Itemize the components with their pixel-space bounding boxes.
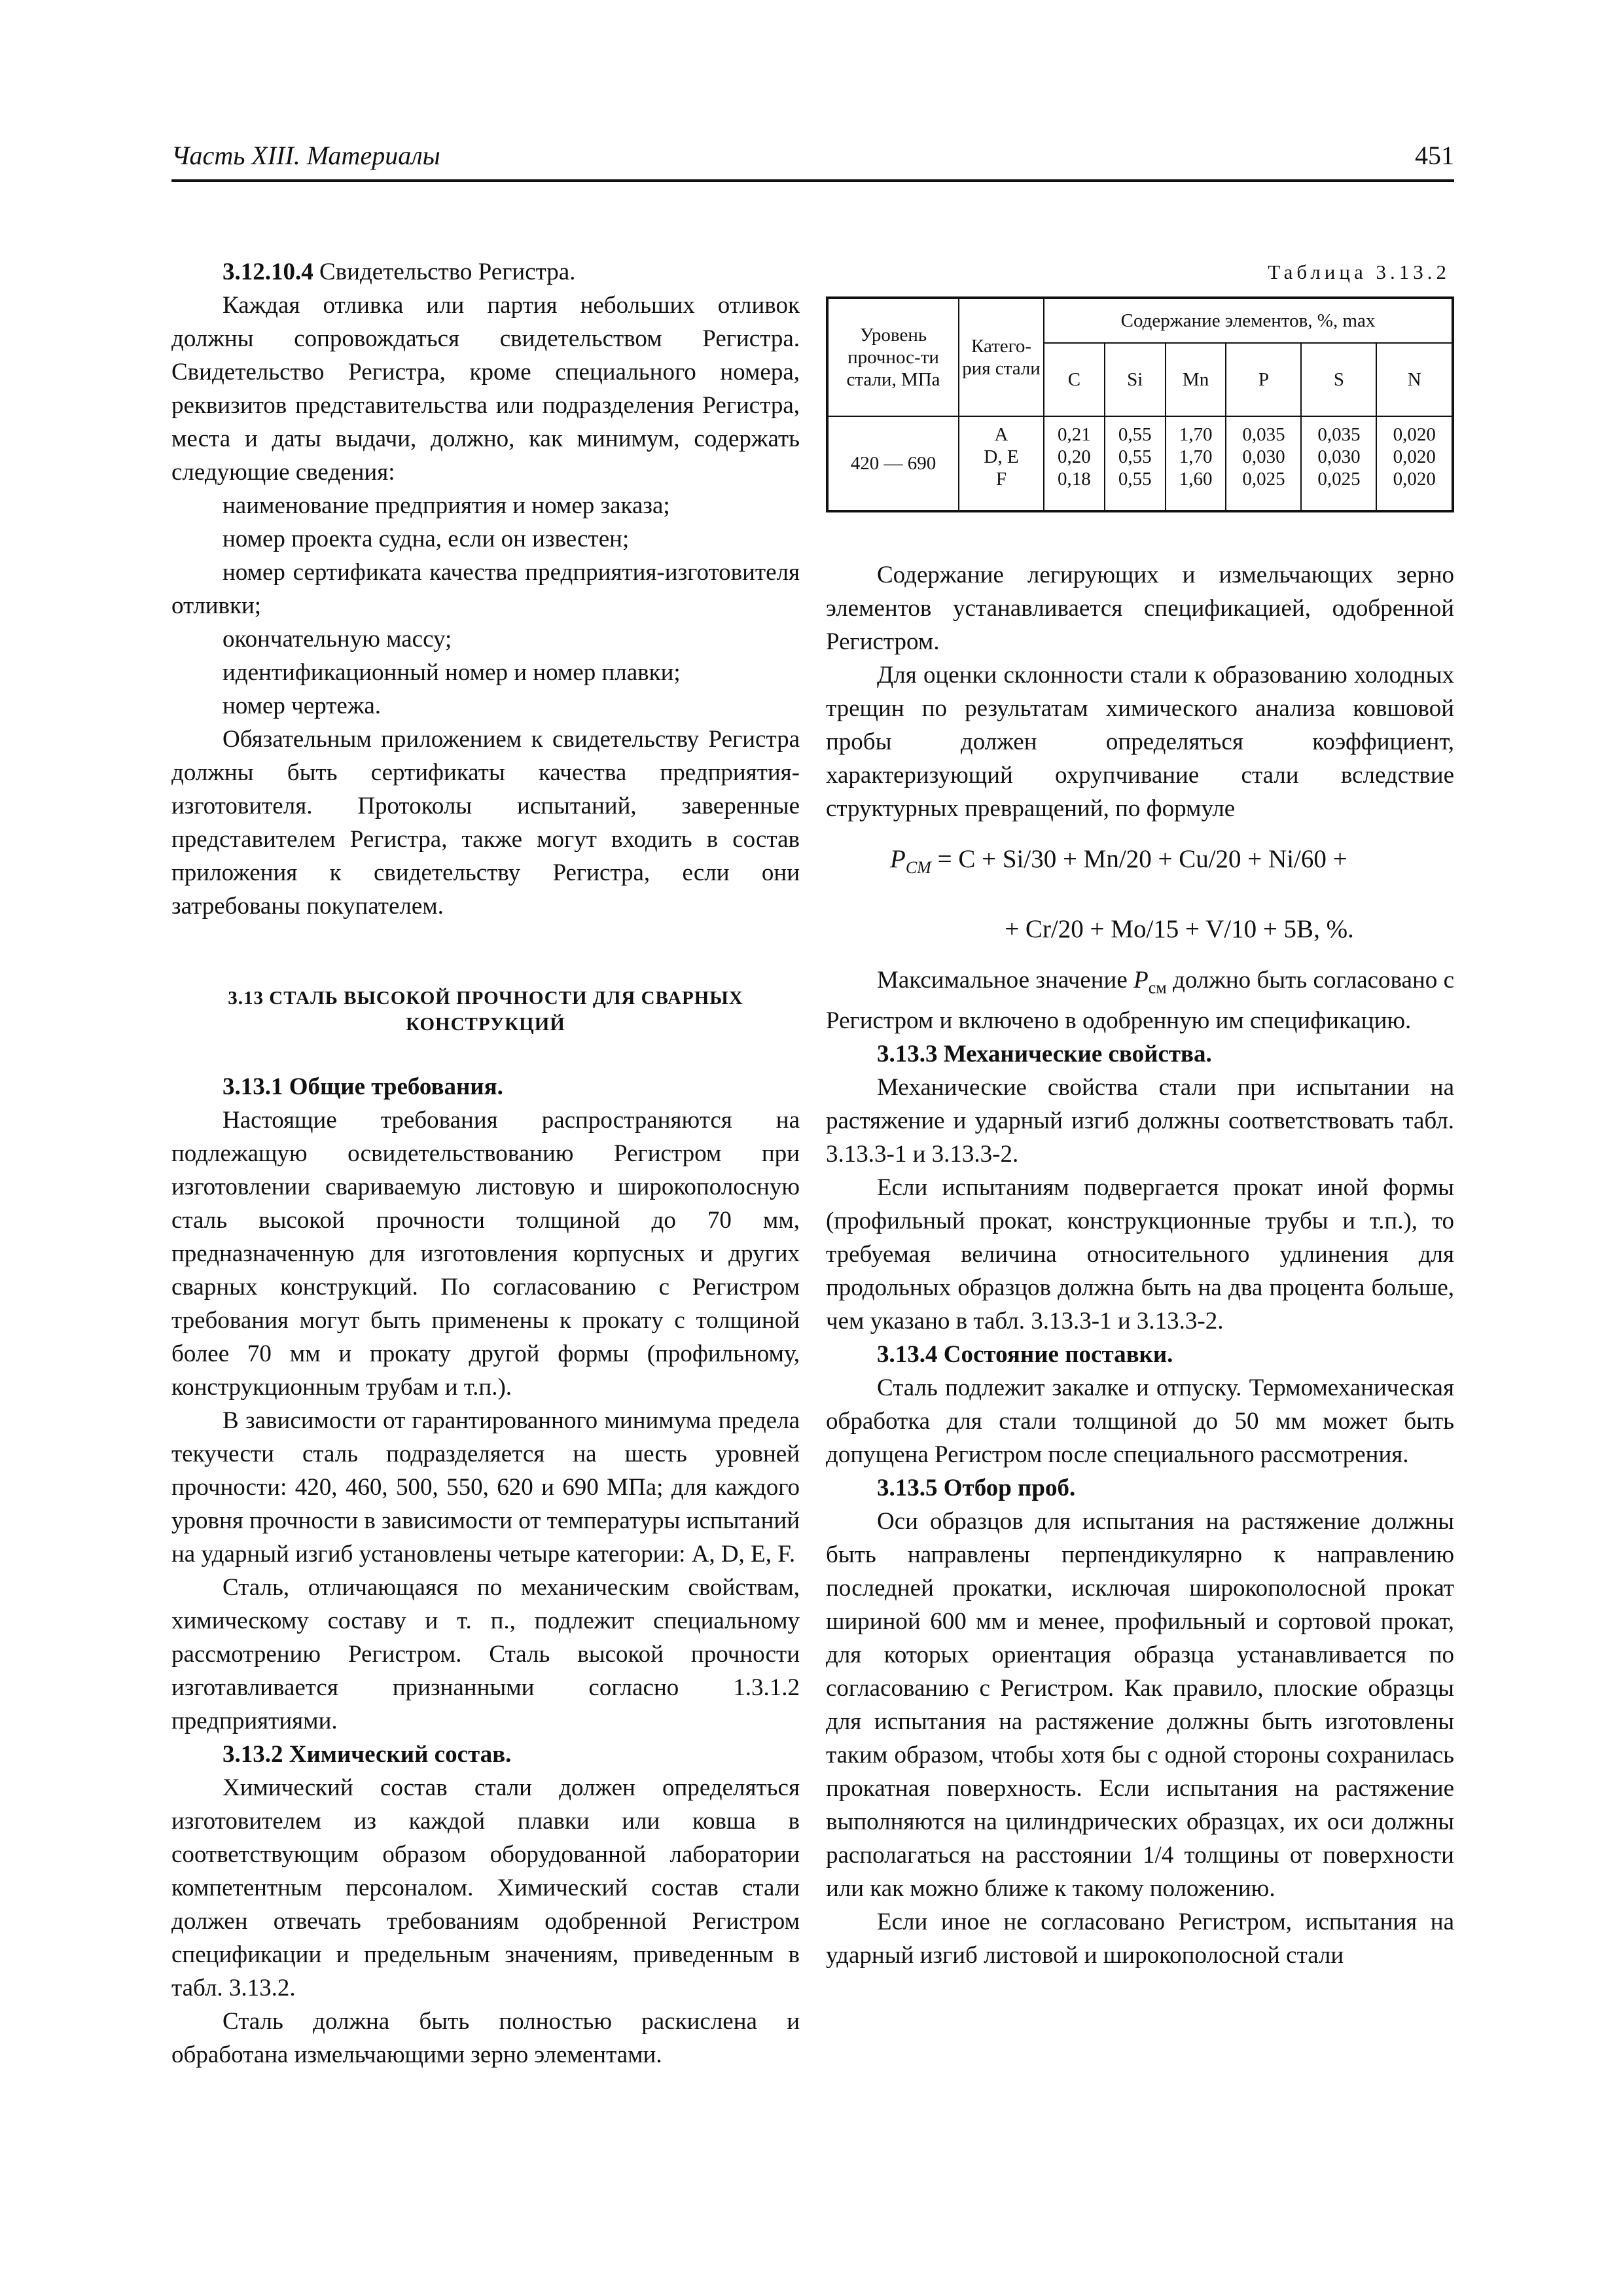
formula-subscript: CM: [905, 857, 931, 877]
list-item: номер проекта судна, если он известен;: [223, 526, 630, 552]
paragraph: Если испытаниям подвергается прокат иной формы (профильный прокат, конструкционные трубы и т.п.), то требуемая величина относительного удлинения для продольных образцов должна быть на два процента больше, чем указано в табл. 3.13.3-1 и 3.13.3-2.: [826, 1174, 1454, 1335]
list-item: номер сертификата качества предприятия-изготовителя отливки;: [171, 559, 800, 619]
pcm-subscript: cм: [1148, 978, 1167, 997]
paragraph: Оси образцов для испытания на растяжение должны быть направлены перпендикулярно к направлению последней прокатки, исключая широкополосной прокат шириной 600 мм и менее, профильный и сортовой прокат, для которых ориентация образца устанавливается по согласованию с Регистром. Как правило, плоские образцы для испытания на растяжение должны быть изготовлены таким образом, чтобы хотя бы с одной стороны сохранилась прокатная поверхность. Если испытания на растяжение выполняются на цилиндрических образцах, их оси должны располагаться на расстоянии 1/4 толщины от поверхности или как можно ближе к такому положению.: [826, 1508, 1454, 1903]
paragraph: Для оценки склонности стали к образованию холодных трещин по результатам химического анализа ковшовой пробы должен определяться коэффициент, характеризующий охрупчивание стали вследствие структурных превращений, по формуле: [826, 662, 1454, 822]
subsection-heading: 3.13.2 Химический состав.: [223, 1741, 512, 1768]
list-item: наименование предприятия и номер заказа;: [223, 492, 670, 519]
page-number: 451: [1415, 141, 1454, 170]
cell-strength-level: 420 — 690: [827, 416, 959, 511]
paragraph: Сталь подлежит закалке и отпуску. Термомеханическая обработка для стали толщиной до 50 мм может быть допущена Регистром после специального рассмотрения.: [826, 1374, 1454, 1469]
paragraph: Сталь, отличающаяся по механическим свойствам, химическому составу и т. п., подлежит специальному рассмотрению Регистром. Сталь высокой прочности изготавливается признанными согласно 1.3.1.2 предприятиями.: [171, 1574, 800, 1734]
cell-values-n: 0,020 0,020 0,020: [1376, 416, 1453, 511]
clause-title: Свидетельство Регистра.: [313, 259, 576, 285]
paragraph-3-12-10-4: [171, 255, 800, 289]
paragraph: Настоящие требования распространяются на подлежащую освидетельствованию Регистром при изготовлении свариваемую листовую и широкополосную сталь высокой прочности толщиной до 70 мм, предназначенную для изготовления корпусных и других сварных конструкций. По согласованию с Регистром требования могут быть применены к прокату с толщиной более 70 мм и прокату другой формы (профильному, конструкционным трубам и т.п.).: [171, 1107, 800, 1401]
header-element: C: [1044, 343, 1105, 416]
paragraph: Содержание легирующих и измельчающих зерно элементов устанавливается спецификацией, одобренной Регистром.: [826, 562, 1454, 655]
formula-symbol: P: [890, 845, 906, 873]
cell-values-mn: 1,70 1,70 1,60: [1166, 416, 1226, 511]
header-element: Si: [1105, 343, 1166, 416]
header-category: Катего-рия стали: [959, 298, 1044, 416]
cell-values-c: 0,21 0,20 0,18: [1044, 416, 1105, 511]
text-fragment: Максимальное значение: [877, 966, 1134, 994]
paragraph: Каждая отливка или партия небольших отливок должны сопровождаться свидетельством Регистра. Свидетельство Регистра, кроме специального номера, реквизитов представительства или подразделения Регистра, места и даты выдачи, должно, как минимум, содержать следующие сведения:: [171, 292, 800, 486]
formula-expression-1: = C + Si/30 + Mn/20 + Cu/20 + Ni/60 +: [931, 845, 1347, 873]
header-element: P: [1226, 343, 1301, 416]
formula-line-2: + Cr/20 + Mo/15 + V/10 + 5B, %.: [1005, 914, 1354, 943]
list-item: окончательную массу;: [223, 626, 452, 653]
paragraph: Сталь должна быть полностью раскислена и обработана измельчающими зерно элементами.: [171, 2008, 800, 2068]
pcm-symbol: P: [1133, 966, 1149, 994]
chemical-composition-table: [826, 296, 1454, 512]
cell-values-s: 0,035 0,030 0,025: [1301, 416, 1376, 511]
paragraph: Обязательным приложением к свидетельству Регистра должны быть сертификаты качества предприятия-изготовителя. Протоколы испытаний, заверенные представителем Регистра, также могут входить в состав приложения к свидетельству Регистра, если они затребованы покупателем.: [171, 726, 800, 920]
text-fragment: должно быть согласовано с Регистром и включено в одобренную им спецификацию.: [826, 966, 1454, 1035]
paragraph: Если иное не согласовано Регистром, испытания на ударный изгиб листовой и широкополосной стали: [826, 1909, 1454, 1969]
subsection-heading: 3.13.4 Состояние поставки.: [877, 1341, 1173, 1369]
header-element-content: Содержание элементов, %, max: [1044, 298, 1453, 343]
pcm-formula: [826, 840, 1454, 949]
cell-categories: A D, E F: [959, 416, 1044, 511]
paragraph: Механические свойства стали при испытании на растяжение и ударный изгиб должны соответствовать табл. 3.13.3-1 и 3.13.3-2.: [826, 1074, 1454, 1168]
formula-line-1: [826, 840, 1454, 888]
list-item: номер чертежа.: [223, 692, 382, 719]
header-element: Mn: [1166, 343, 1226, 416]
cell-values-p: 0,035 0,030 0,025: [1226, 416, 1301, 511]
header-element: S: [1301, 343, 1376, 416]
page-header: [171, 140, 1454, 182]
right-column: [826, 255, 1454, 1972]
list-item: идентификационный номер и номер плавки;: [223, 659, 681, 686]
header-strength-level: Уровень прочнос-ти стали, МПа: [827, 298, 959, 416]
subsection-heading: 3.13.5 Отбор проб.: [877, 1475, 1076, 1502]
paragraph: [826, 963, 1454, 1037]
left-column: [171, 255, 800, 2072]
paragraph: Химический состав стали должен определяться изготовителем из каждой плавки или ковша в соответствующим образом оборудованной лаборатории компетентным персоналом. Химический состав стали должен отвечать требованиям одобренной Регистром спецификации и предельным значениям, приведенным в табл. 3.13.2.: [171, 1774, 800, 2001]
subsection-heading: 3.13.1 Общие требования.: [223, 1073, 503, 1100]
header-element: N: [1376, 343, 1453, 416]
paragraph: В зависимости от гарантированного минимума предела текучести сталь подразделяется на шесть уровней прочности: 420, 460, 500, 550, 620 и 690 МПа; для каждого уровня прочности в зависимости от температуры испытаний на ударный изгиб установлены четыре категории: A, D, E, F.: [171, 1407, 800, 1568]
cell-values-si: 0,55 0,55 0,55: [1105, 416, 1166, 511]
running-title: Часть XIII. Материалы: [171, 141, 440, 170]
subsection-heading: 3.13.3 Механические свойства.: [877, 1041, 1212, 1068]
section-title: 3.13 СТАЛЬ ВЫСОКОЙ ПРОЧНОСТИ ДЛЯ СВАРНЫХ КОНСТРУКЦИЙ: [228, 988, 743, 1035]
table-caption: Таблица 3.13.2: [1268, 260, 1450, 283]
clause-number: 3.12.10.4: [223, 259, 313, 285]
